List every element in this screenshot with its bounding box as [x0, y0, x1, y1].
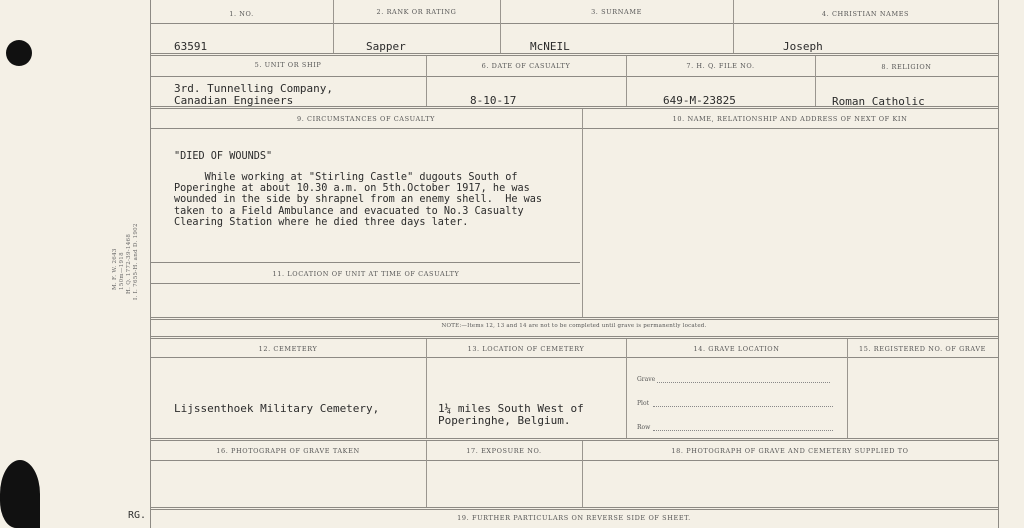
header-next-of-kin: 10. NAME, RELATIONSHIP AND ADDRESS OF NEXT OF KIN: [672, 115, 908, 123]
margin-bottom-label: RG.: [128, 510, 147, 521]
rule-11: [150, 460, 998, 461]
rule-2: [150, 53, 998, 56]
vrule-r1-3: [733, 0, 734, 53]
plot-field-label: Plot: [637, 400, 649, 407]
row-field-line: [653, 430, 833, 431]
rule-7: [150, 317, 998, 320]
value-rank: Sapper: [366, 40, 406, 53]
value-religion: Roman Catholic: [832, 95, 925, 108]
grave-field-label: Grave: [637, 376, 656, 383]
header-no: 1. NO.: [229, 10, 254, 18]
value-cemetery: Lijssenthoek Military Cemetery,: [174, 402, 380, 415]
header-circumstances: 9. CIRCUMSTANCES OF CASUALTY: [296, 115, 436, 123]
header-surname: 3. SURNAME: [591, 8, 642, 16]
punch-hole-bottom: [0, 460, 40, 528]
vrule-r4-1: [426, 339, 427, 438]
header-christian-names: 4. CHRISTIAN NAMES: [821, 10, 910, 18]
further-particulars: 19. FURTHER PARTICULARS ON REVERSE SIDE OF SHEET.: [457, 514, 691, 522]
header-religion: 8. RELIGION: [881, 63, 932, 71]
header-registered-no: 15. REGISTERED NO. OF GRAVE: [858, 345, 987, 353]
row-field-label: Row: [637, 424, 651, 431]
note-text: NOTE:—Items 12, 13 and 14 are not to be completed until grave is permanently located.: [441, 323, 707, 329]
value-location-cemetery-line2: Poperinghe, Belgium.: [438, 414, 571, 427]
vrule-r3-1: [582, 109, 583, 317]
rule-12: [150, 507, 998, 510]
rule-8: [150, 336, 998, 339]
rule-3: [150, 76, 998, 77]
header-rank: 2. RANK OR RATING: [376, 8, 457, 16]
value-unit-line1: 3rd. Tunnelling Company,: [174, 82, 333, 95]
header-date-casualty: 6. DATE OF CASUALTY: [481, 62, 571, 70]
rule-6a: [150, 262, 580, 263]
value-location-cemetery-line1: 1¼ miles South West of: [438, 402, 584, 415]
header-cemetery: 12. CEMETERY: [258, 345, 318, 353]
header-grave-location: 14. GRAVE LOCATION: [693, 345, 780, 353]
plot-field-line: [653, 406, 833, 407]
value-hq-file: 649-M-23825: [663, 94, 736, 107]
rule-6b: [150, 283, 580, 284]
header-exposure-no: 17. EXPOSURE NO.: [466, 447, 542, 455]
header-location-cemetery: 13. LOCATION OF CEMETERY: [467, 345, 585, 353]
rule-9: [150, 357, 998, 358]
value-date-casualty: 8-10-17: [470, 94, 517, 107]
value-unit-line2: Canadian Engineers: [174, 94, 294, 107]
casualty-card: [150, 0, 998, 528]
header-location-unit: 11. LOCATION OF UNIT AT TIME OF CASUALTY: [272, 270, 460, 278]
header-unit: 5. UNIT OR SHIP: [254, 61, 322, 69]
value-surname: McNEIL: [530, 40, 570, 53]
margin-code-3: H. Q. 1772-39-1468: [126, 233, 132, 294]
header-photo-taken: 16. PHOTOGRAPH OF GRAVE TAKEN: [216, 447, 360, 455]
margin-code-1: M. F. W. 2643: [112, 248, 118, 290]
vrule-r4-3: [847, 339, 848, 438]
circumstances-text: While working at "Stirling Castle" dugouts South of Poperinghe at about 10.30 a.m. on 5th.October 1917, he was wounded in the side by shrapnel from an enemy shell. He was taken to a Field Ambulance and evacuated to No.3 Casualty Clearing Station where he died three days later.: [174, 172, 543, 228]
punch-hole-top: [6, 40, 32, 66]
grave-field-line: [657, 382, 830, 383]
vrule-r4-2: [626, 339, 627, 438]
circumstances-title: "DIED OF WOUNDS": [174, 151, 273, 162]
rule-5: [150, 128, 998, 129]
margin-code-4: I. I. 7655-H. and D. 1902: [133, 223, 139, 300]
header-photo-supplied: 18. PHOTOGRAPH OF GRAVE AND CEMETERY SUPPLIED TO: [671, 447, 909, 455]
header-hq-file: 7. H. Q. FILE NO.: [686, 62, 755, 70]
value-christian-names: Joseph: [783, 40, 823, 53]
rule-1: [150, 23, 998, 24]
rule-10: [150, 438, 998, 441]
value-no: 63591: [174, 40, 208, 53]
margin-code-2: 150m—1918: [119, 252, 125, 290]
card-right-border: [998, 0, 999, 528]
